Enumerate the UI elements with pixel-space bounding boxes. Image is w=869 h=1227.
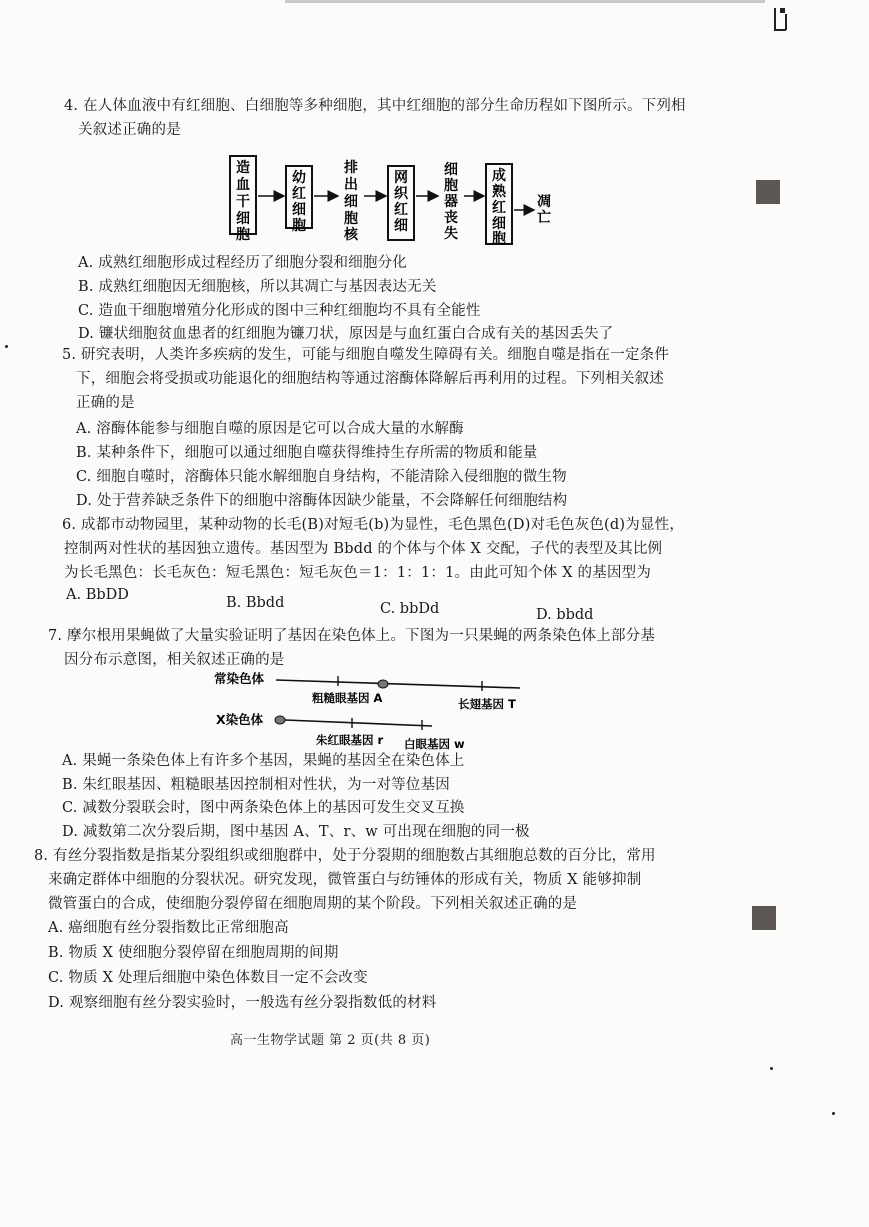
option-b: B. 朱红眼基因、粗糙眼基因控制相对性状，为一对等位基因 (62, 777, 450, 793)
flow-step-label: 失 (444, 226, 458, 242)
flow-step-label: 胞 (344, 211, 358, 227)
flow-step-label: 熟 (492, 184, 506, 200)
flow-step-label: 亡 (537, 210, 551, 226)
flow-step-label: 器 (444, 194, 458, 210)
chromosome-gene-diagram (210, 666, 530, 758)
option-d: D. bbdd (536, 607, 594, 623)
scan-speck (832, 1112, 835, 1115)
flow-step-label: 网 (394, 170, 408, 186)
gene-label: 朱红眼基因 r (316, 733, 384, 747)
flow-step-label: 细 (292, 202, 306, 218)
autosome-label: 常染色体 (214, 671, 265, 686)
gene-label: 长翅基因 T (458, 697, 516, 711)
gene-label: 粗糙眼基因 A (312, 691, 383, 705)
question-stem: 因分布示意图，相关叙述正确的是 (64, 652, 285, 668)
erythrocyte-flow-diagram (220, 150, 560, 246)
gene-label: 白眼基因 w (404, 737, 465, 751)
flow-step-label: 排 (344, 160, 358, 176)
option-d: D. 镰状细胞贫血患者的红细胞为镰刀状，原因是与血红蛋白合成有关的基因丢失了 (78, 326, 614, 342)
centromere (275, 716, 285, 724)
scan-speck (5, 345, 8, 348)
question-stem: 来确定群体中细胞的分裂状况。研究发现，微管蛋白与纺锤体的形成有关，物质 X 能够抑制 (48, 872, 642, 888)
registration-mark (756, 180, 780, 204)
flow-step-label: 丧 (444, 210, 458, 226)
question-stem: 下，细胞会将受损或功能退化的细胞结构等通过溶酶体降解后再利用的过程。下列相关叙述 (76, 371, 664, 387)
flow-step-label: 核 (344, 227, 358, 243)
option-a: A. BbDD (66, 587, 129, 603)
option-a: A. 成熟红细胞形成过程经历了细胞分裂和细胞分化 (78, 255, 407, 271)
flow-step-label: 红 (292, 186, 306, 202)
flow-step-label: 红 (394, 202, 408, 218)
option-a: A. 溶酶体能参与细胞自噬的原因是它可以合成大量的水解酶 (76, 421, 464, 437)
flow-step-label: 凋 (537, 194, 551, 210)
flow-step-label: 胞 (444, 178, 458, 194)
corner-mark (772, 6, 792, 34)
flow-step-label: 细 (492, 216, 506, 232)
option-b: B. 物质 X 使细胞分裂停留在细胞周期的间期 (48, 945, 339, 961)
flow-step-label: 红 (492, 200, 506, 216)
autosome-line (276, 680, 520, 688)
option-c: C. 细胞自噬时，溶酶体只能水解细胞自身结构，不能清除入侵细胞的微生物 (76, 469, 567, 485)
option-c: C. 减数分裂联会时，图中两条染色体上的基因可发生交叉互换 (62, 800, 465, 816)
flow-step-label: 胞 (492, 231, 506, 246)
question-stem: 5. 研究表明，人类许多疾病的发生，可能与细胞自噬发生障碍有关。细胞自噬是指在一定条件 (62, 347, 670, 363)
flow-step-label: 血 (236, 177, 250, 193)
flow-step-label: 细 (344, 194, 358, 210)
question-stem: 微管蛋白的合成，使细胞分裂停留在细胞周期的某个阶段。下列相关叙述正确的是 (48, 896, 578, 912)
question-stem: 关叙述正确的是 (78, 122, 181, 138)
option-b: B. Bbdd (226, 595, 285, 611)
flow-step-label: 织 (394, 186, 408, 202)
option-c: C. bbDd (380, 601, 440, 617)
scan-top-edge (285, 0, 765, 3)
flow-step-label: 细 (444, 162, 458, 178)
x-chromosome-line (285, 720, 432, 726)
centromere (378, 680, 388, 688)
flow-step-label: 幼 (292, 170, 306, 186)
option-c: C. 物质 X 处理后细胞中染色体数目一定不会改变 (48, 970, 368, 986)
question-stem: 7. 摩尔根用果蝇做了大量实验证明了基因在染色体上。下图为一只果蝇的两条染色体上部分基 (48, 628, 656, 644)
option-b: B. 成熟红细胞因无细胞核，所以其凋亡与基因表达无关 (78, 279, 437, 295)
flow-step-label: 造 (236, 160, 250, 176)
flow-step-label: 胞 (292, 218, 306, 234)
option-c: C. 造血干细胞增殖分化形成的图中三种红细胞均不具有全能性 (78, 303, 481, 319)
question-stem: 8. 有丝分裂指数是指某分裂组织或细胞群中，处于分裂期的细胞数占其细胞总数的百分比，常用 (34, 848, 656, 864)
flow-step-label: 成 (492, 168, 506, 184)
flow-step-label: 出 (344, 177, 358, 193)
option-d: D. 观察细胞有丝分裂实验时，一般选有丝分裂指数低的材料 (48, 995, 437, 1011)
question-stem: 控制两对性状的基因独立遗传。基因型为 Bbdd 的个体与个体 X 交配，子代的表型及其比例 (64, 541, 663, 557)
flow-step-label: 胞 (236, 227, 250, 243)
registration-mark (752, 906, 776, 930)
page-footer: 高一生物学试题 第 2 页(共 8 页) (230, 1033, 431, 1048)
flow-step-label: 细 (394, 218, 408, 234)
question-stem: 正确的是 (76, 395, 135, 411)
option-d: D. 减数第二次分裂后期，图中基因 A、T、r、w 可出现在细胞的同一极 (62, 824, 530, 840)
option-b: B. 某种条件下，细胞可以通过细胞自噬获得维持生存所需的物质和能量 (76, 445, 538, 461)
question-stem: 6. 成都市动物园里，某种动物的长毛(B)对短毛(b)为显性，毛色黑色(D)对毛色灰色(d)为显性， (62, 517, 685, 533)
option-a: A. 果蝇一条染色体上有许多个基因，果蝇的基因全在染色体上 (62, 753, 465, 769)
scan-speck (770, 1067, 773, 1070)
x-chromosome-label: X染色体 (216, 712, 264, 727)
flow-step-label: 干 (236, 194, 250, 210)
question-stem: 4. 在人体血液中有红细胞、白细胞等多种细胞，其中红细胞的部分生命历程如下图所示。下列相 (64, 98, 686, 114)
flow-step-label: 细 (236, 211, 250, 227)
option-a: A. 癌细胞有丝分裂指数比正常细胞高 (48, 920, 289, 936)
question-stem: 为长毛黑色：长毛灰色：短毛黑色：短毛灰色＝1：1：1：1。由此可知个体 X 的基因型为 (64, 565, 652, 581)
option-d: D. 处于营养缺乏条件下的细胞中溶酶体因缺少能量，不会降解任何细胞结构 (76, 493, 568, 509)
